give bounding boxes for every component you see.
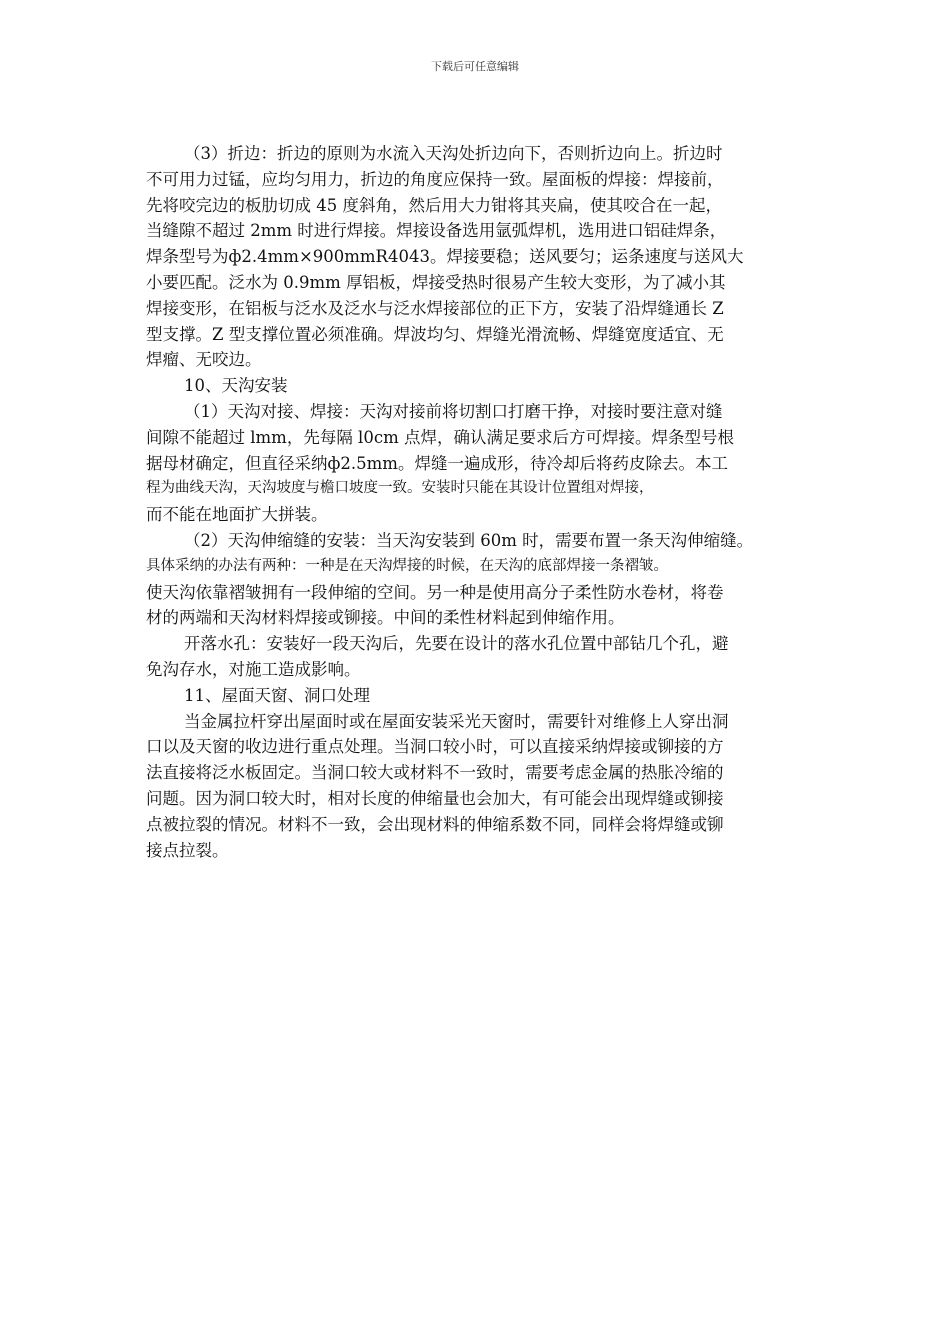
text-line: 焊接变形，在铝板与泛水及泛水与泛水焊接部位的正下方，安装了沿焊缝通长 Z [146,298,724,318]
text-line: 点被拉裂的情况。材料不一致，会出现材料的伸缩系数不同，同样会将焊缝或铆 [146,814,724,834]
text-line: 免沟存水，对施工造成影响。 [146,659,361,679]
paragraph-fold-edge [146,141,830,373]
paragraph-skylight-openings [146,709,830,864]
text-line: （3）折边：折边的原则为水流入天沟处折边向下，否则折边向上。折边时 [184,144,723,163]
text-line: 程为曲线天沟，天沟坡度与檐口坡度一致。安装时只能在其设计位置组对焊接， [146,480,654,497]
text-line: （1）天沟对接、焊接：天沟对接前将切割口打磨干挣，对接时要注意对缝 [184,401,723,421]
text-line: 型支撑。Z 型支撑位置必须准确。焊波均匀、焊缝光滑流畅、焊缝宽度适宜、无 [146,324,724,344]
section-heading-gutter-installation: 10、天沟安装 [184,376,288,396]
text-line: 焊瘤、无咬边。 [146,350,262,370]
text-line: 而不能在地面扩大拼装。 [146,505,328,525]
text-line: 使天沟依靠褶皱拥有一段伸缩的空间。另一种是使用高分子柔性防水卷材，将卷 [146,582,724,602]
text-line: 当金属拉杆穿出屋面时或在屋面安装采光天窗时，需要针对维修上人穿出洞 [184,711,729,731]
paragraph-drain-holes [146,631,830,683]
page-header: 下载后可任意编辑 [431,60,519,73]
text-line: 问题。因为洞口较大时，相对长度的伸缩量也会加大，有可能会出现焊缝或铆接 [146,788,724,808]
text-line: 开落水孔：安装好一段天沟后，先要在设计的落水孔位置中部钻几个孔，避 [184,634,729,654]
text-line: 口以及天窗的收边进行重点处理。当洞口较小时，可以直接采纳焊接或铆接的方 [146,737,724,757]
text-line: （2）天沟伸缩缝的安装：当天沟安装到 60m 时，需要布置一条天沟伸缩缝。 [184,530,754,550]
paragraph-gutter-welding [146,399,830,528]
text-line: 法直接将泛水板固定。当洞口较大或材料不一致时，需要考虑金属的热胀冷缩的 [146,763,724,783]
text-line: 焊条型号为ф2.4mm×900mmR4043。焊接要稳；送风要匀；运条速度与送风大 [146,247,744,267]
document-body [146,141,830,863]
text-line: 间隙不能超过 lmm，先每隔 l0cm 点焊，确认满足要求后方可焊接。焊条型号根 [146,427,734,447]
text-line: 接点拉裂。 [146,840,229,860]
paragraph-gutter-expansion-joint [146,528,830,631]
text-line: 材的两端和天沟材料焊接或铆接。中间的柔性材料起到伸缩作用。 [146,608,625,628]
text-line: 当缝隙不超过 2mm 时进行焊接。焊接设备选用氩弧焊机，选用进口铝硅焊条， [146,221,727,241]
text-line: 具体采纳的办法有两种：一种是在天沟焊接的时候，在天沟的底部焊接一条褶皱。 [146,557,668,574]
text-line: 不可用力过锰，应均匀用力，折边的角度应保持一致。屋面板的焊接：焊接前， [146,169,724,189]
section-heading-skylight-openings: 11、屋面天窗、洞口处理 [184,685,370,705]
text-line: 小要匹配。泛水为 0.9mm 厚铝板，焊接受热时很易产生较大变形，为了减小其 [146,272,726,292]
text-line: 先将咬完边的板肋切成 45 度斜角，然后用大力钳将其夹扁，使其咬合在一起， [146,195,722,215]
text-line: 据母材确定，但直径采纳ф2.5mm。焊缝一遍成形，待冷却后将药皮除去。本工 [146,453,728,473]
